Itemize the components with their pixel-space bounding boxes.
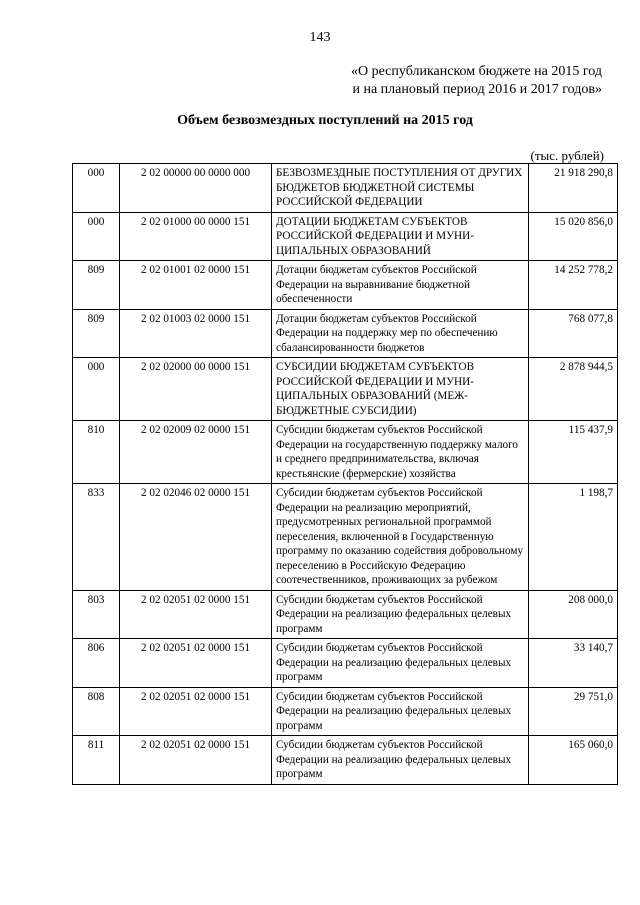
- admin-code-cell: 810: [73, 421, 120, 484]
- amount-cell: 115 437,9: [529, 421, 618, 484]
- classification-code-cell: 2 02 02051 02 0000 151: [120, 639, 272, 688]
- classification-code-cell: 2 02 02051 02 0000 151: [120, 687, 272, 736]
- admin-code-cell: 803: [73, 590, 120, 639]
- amount-cell: 2 878 944,5: [529, 358, 618, 421]
- admin-code-cell: 809: [73, 261, 120, 310]
- table-row: [73, 484, 618, 591]
- units-label: (тыс. рублей): [530, 148, 604, 163]
- amount-cell: 14 252 778,2: [529, 261, 618, 310]
- amount-cell: 1 198,7: [529, 484, 618, 591]
- amount-cell: 768 077,8: [529, 309, 618, 358]
- revenue-name-cell: Дотации бюджетам субъектов Российской Федерации на выравнивание бюджетной обеспеченности: [272, 261, 529, 310]
- table-row: [73, 164, 618, 213]
- classification-code-cell: 2 02 02000 00 0000 151: [120, 358, 272, 421]
- document-reference: [351, 63, 602, 99]
- amount-cell: 15 020 856,0: [529, 212, 618, 261]
- document-reference-line-1: «О республиканском бюджете на 2015 год: [351, 64, 602, 79]
- revenue-table-body: [73, 164, 618, 785]
- amount-cell: 33 140,7: [529, 639, 618, 688]
- table-row: [73, 421, 618, 484]
- revenue-table: [72, 163, 618, 785]
- admin-code-cell: 000: [73, 212, 120, 261]
- classification-code-cell: 2 02 02051 02 0000 151: [120, 736, 272, 785]
- revenue-name-cell: Субсидии бюджетам субъектов Российской Федерации на государственную поддержку малого и среднего предпринимательства, включая крестьянские (фермерские) хозяйства: [272, 421, 529, 484]
- admin-code-cell: 809: [73, 309, 120, 358]
- document-reference-line-2: и на плановый период 2016 и 2017 годов»: [352, 82, 602, 97]
- revenue-name-cell: Дотации бюджетам субъектов Российской Федерации на поддержку мер по обеспечению сбалансированности бюджетов: [272, 309, 529, 358]
- revenue-name-cell: Субсидии бюджетам субъектов Российской Федерации на реализацию федеральных целевых программ: [272, 590, 529, 639]
- amount-cell: 29 751,0: [529, 687, 618, 736]
- admin-code-cell: 806: [73, 639, 120, 688]
- revenue-name-cell: СУБСИДИИ БЮДЖЕТАМ СУБЪЕКТОВ РОССИЙСКОЙ ФЕДЕРАЦИИ И МУНИЦИПАЛЬНЫХ ОБРАЗОВАНИЙ (МЕЖБЮДЖЕТНЫЕ СУБСИДИИ): [272, 358, 529, 421]
- admin-code-cell: 811: [73, 736, 120, 785]
- table-row: [73, 687, 618, 736]
- table-row: [73, 309, 618, 358]
- classification-code-cell: 2 02 01003 02 0000 151: [120, 309, 272, 358]
- admin-code-cell: 808: [73, 687, 120, 736]
- classification-code-cell: 2 02 02046 02 0000 151: [120, 484, 272, 591]
- table-row: [73, 212, 618, 261]
- amount-cell: 21 918 290,8: [529, 164, 618, 213]
- table-row: [73, 639, 618, 688]
- classification-code-cell: 2 02 02009 02 0000 151: [120, 421, 272, 484]
- revenue-name-cell: Субсидии бюджетам субъектов Российской Федерации на реализацию мероприятий, предусмотренных региональной программой переселения, включенной в Государственную программу по оказанию содействия добровольному переселению в Российскую Федерацию соотечественников, проживающих за рубежом: [272, 484, 529, 591]
- table-row: [73, 261, 618, 310]
- admin-code-cell: 000: [73, 358, 120, 421]
- table-row: [73, 358, 618, 421]
- revenue-name-cell: БЕЗВОЗМЕЗДНЫЕ ПОСТУПЛЕНИЯ ОТ ДРУГИХ БЮДЖЕТОВ БЮДЖЕТНОЙ СИСТЕМЫ РОССИЙСКОЙ ФЕДЕРАЦИИ: [272, 164, 529, 213]
- table-row: [73, 736, 618, 785]
- classification-code-cell: 2 02 01001 02 0000 151: [120, 261, 272, 310]
- revenue-name-cell: Субсидии бюджетам субъектов Российской Федерации на реализацию федеральных целевых программ: [272, 639, 529, 688]
- revenue-name-cell: Субсидии бюджетам субъектов Российской Федерации на реализацию федеральных целевых программ: [272, 687, 529, 736]
- classification-code-cell: 2 02 00000 00 0000 000: [120, 164, 272, 213]
- revenue-name-cell: Субсидии бюджетам субъектов Российской Федерации на реализацию федеральных целевых программ: [272, 736, 529, 785]
- revenue-name-cell: ДОТАЦИИ БЮДЖЕТАМ СУБЪЕКТОВ РОССИЙСКОЙ ФЕДЕРАЦИИ И МУНИЦИПАЛЬНЫХ ОБРАЗОВАНИЙ: [272, 212, 529, 261]
- classification-code-cell: 2 02 02051 02 0000 151: [120, 590, 272, 639]
- admin-code-cell: 000: [73, 164, 120, 213]
- table-row: [73, 590, 618, 639]
- classification-code-cell: 2 02 01000 00 0000 151: [120, 212, 272, 261]
- page-number: 143: [309, 30, 331, 45]
- amount-cell: 208 000,0: [529, 590, 618, 639]
- page-title: Объем безвозмездных поступлений на 2015 год: [177, 113, 473, 128]
- amount-cell: 165 060,0: [529, 736, 618, 785]
- admin-code-cell: 833: [73, 484, 120, 591]
